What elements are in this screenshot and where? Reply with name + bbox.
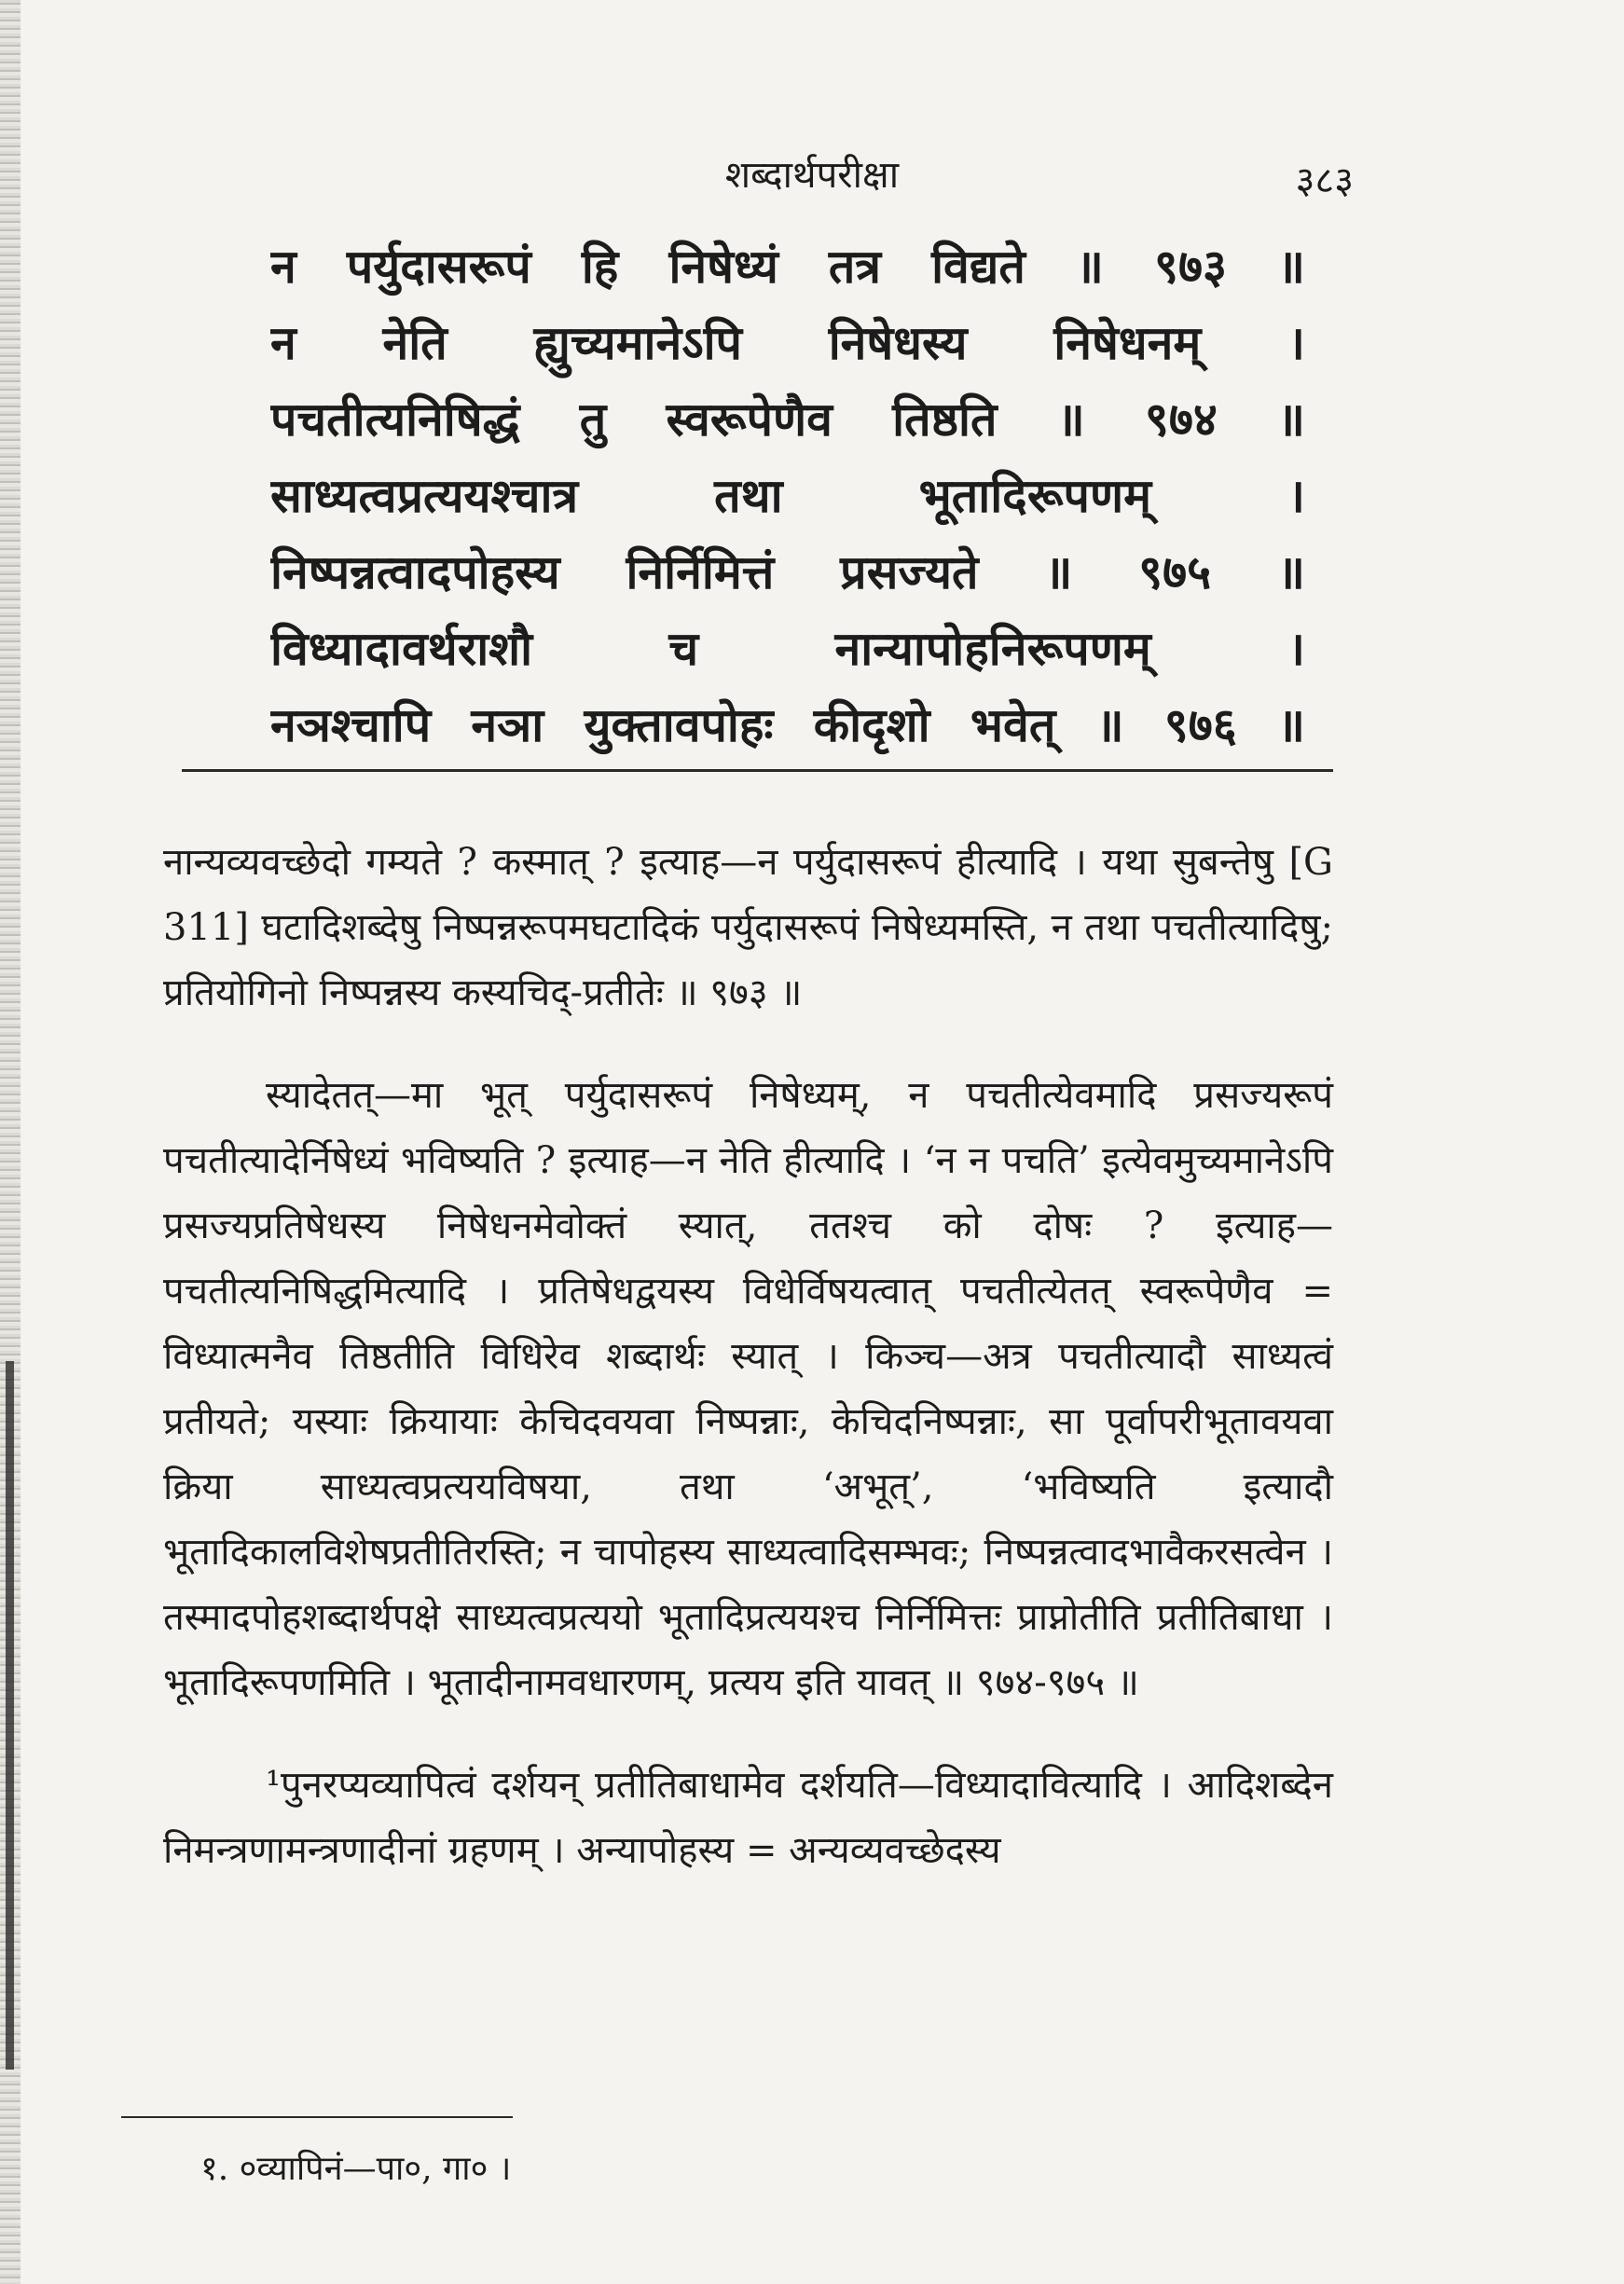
verse-line: नञश्चापि नञा युक्तावपोहः कीदृशो भवेत् ॥ ९७६ ॥ (270, 697, 1305, 752)
commentary-paragraph: ¹पुनरप्यव्यापित्वं दर्शयन् प्रतीतिबाधामेव दर्शयति—विध्यादावित्यादि । आदिशब्देन निमन्त्रणामन्त्रणादीनां ग्रहणम् । अन्यापोहस्य = अन्यव्यवच्छेदस्य (163, 1764, 1333, 1872)
footnote-divider (121, 2116, 513, 2118)
page-number: ३८३ (1295, 159, 1354, 202)
page-header (0, 140, 1624, 205)
verse-block (270, 228, 1305, 764)
verse-line: पचतीत्यनिषिद्धं तु स्वरूपेणैव तिष्ठति ॥ ९७४ ॥ (270, 392, 1305, 447)
verse-line: न पर्युदासरूपं हि निषेध्यं तत्र विद्यते ॥ ९७३ ॥ (270, 239, 1305, 294)
commentary-block (163, 792, 1333, 1883)
verse-line: विध्यादावर्थराशौ च नान्यापोहनिरूपणम् । (270, 621, 1305, 676)
verse-line: साध्यत्वप्रत्ययश्चात्र तथा भूतादिरूपणम् । (270, 468, 1305, 523)
footnote: १. ०व्यापिनं—पा०, गा० । (200, 2150, 512, 2188)
commentary-paragraph: स्यादेतत्—मा भूत् पर्युदासरूपं निषेध्यम्, न पचतीत्येवमादि प्रसज्यरूपं पचतीत्यादेर्निषेध्यं भविष्यति ? इत्याह—न नेति हीत्यादि । ‘न न पचति’ इत्येवमुच्यमानेऽपि प्रसज्यप्रतिषेधस्य निषेधनमेवोक्तं स्यात्, ततश्च को दोषः ? इत्याह—पचतीत्यनिषिद्धमित्यादि । प्रतिषेधद्वयस्य विधेर्विषयत्वात् पचतीत्येतत् स्वरूपेणैव = विध्यात्मनैव तिष्ठतीति विधिरेव शब्दार्थः स्यात् । किञ्च—अत्र पचतीत्यादौ साध्यत्वं प्रतीयते; यस्याः क्रियायाः केचिदवयवा निष्पन्नाः, केचिदनिष्पन्नाः, सा पूर्वापरीभूतावयवा क्रिया साध्यत्वप्रत्ययविषया, तथा ‘अभूत्’, ‘भविष्यति इत्यादौ भूतादिकालविशेषप्रतीतिरस्ति; न चापोहस्य साध्यत्वादिसम्भवः; निष्पन्नत्वादभावैकरसत्वेन । तस्मादपोहशब्दार्थपक्षे साध्यत्वप्रत्ययो भूतादिप्रत्ययश्च निर्निमित्तः प्राप्नोतीति प्रतीतिबाधा । भूतादिरूपणमिति । भूतादीनामवधारणम्, प्रत्यय इति यावत् ॥ ९७४-९७५ ॥ (163, 1074, 1333, 1704)
binding-spine (6, 1361, 14, 2070)
commentary-paragraph: नान्यव्यवच्छेदो गम्यते ? कस्मात् ? इत्याह—न पर्युदासरूपं हीत्यादि । यथा सुबन्तेषु [G 311] घटादिशब्देषु निष्पन्नरूपमघटादिकं पर्युदासरूपं निषेध्यमस्ति, न तथा पचतीत्यादिषु; प्रतियोगिनो निष्पन्नस्य कस्यचिद्-प्रतीतेः ॥ ९७३ ॥ (163, 841, 1333, 1014)
verse-line: न नेति ह्युच्यमानेऽपि निषेधस्य निषेधनम् । (270, 315, 1305, 370)
section-divider (182, 769, 1333, 772)
running-title: शब्दार्थपरीक्षा (724, 154, 900, 197)
verse-line: निष्पन्नत्वादपोहस्य निर्निमित्तं प्रसज्यते ॥ ९७५ ॥ (270, 544, 1305, 599)
